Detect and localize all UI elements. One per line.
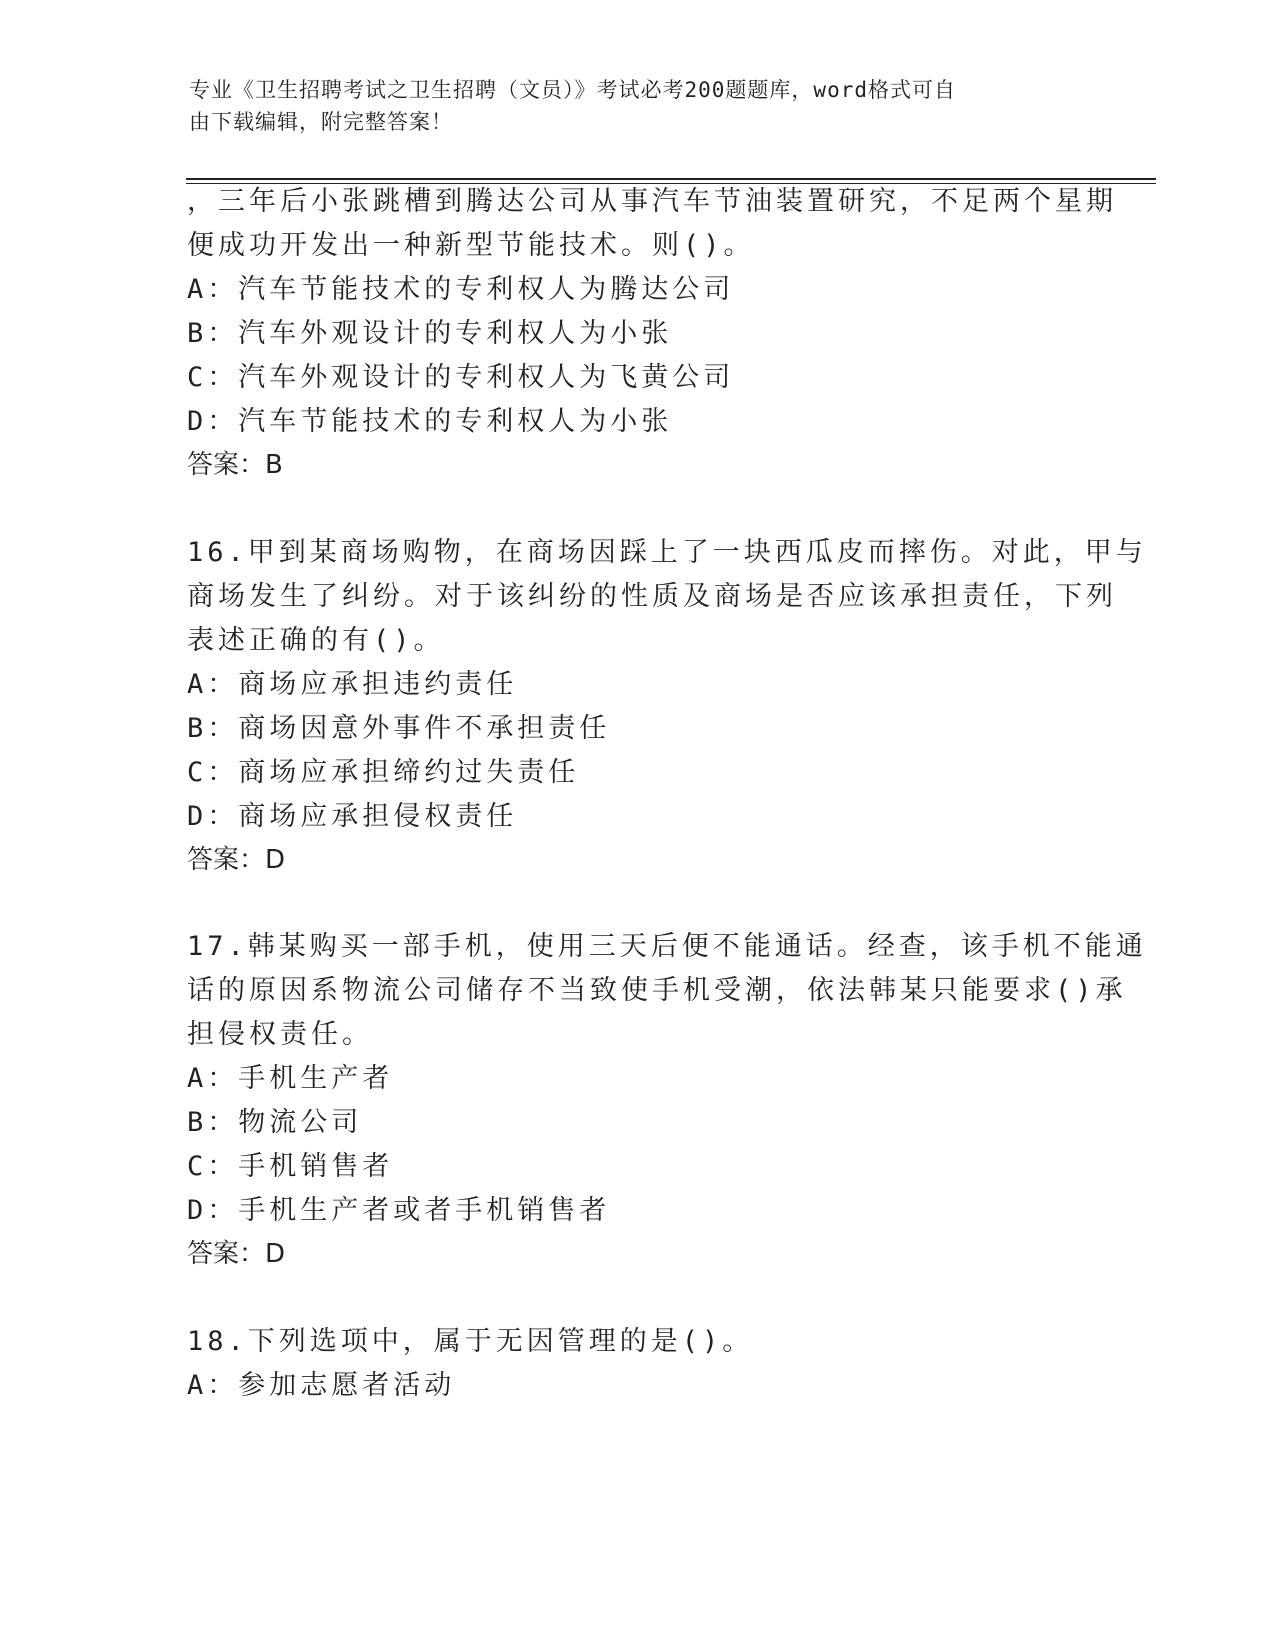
question-16-text-line-2: 商场发生了纠纷。对于该纠纷的性质及商场是否应该承担责任，下列: [187, 581, 1117, 612]
question-15-option-b: B：汽车外观设计的专利权人为小张: [187, 318, 673, 349]
question-17-option-d: D：手机生产者或者手机销售者: [187, 1195, 611, 1226]
question-16-option-c: C：商场应承担缔约过失责任: [187, 757, 580, 788]
question-16-option-d: D：商场应承担侵权责任: [187, 801, 518, 832]
document-header: [189, 74, 1069, 138]
question-18-text-line-1: 18.下列选项中，属于无因管理的是()。: [187, 1326, 754, 1357]
question-17-option-c: C：手机销售者: [187, 1151, 394, 1182]
question-15-text-line-2: 便成功开发出一种新型节能技术。则()。: [187, 230, 755, 261]
question-17-text-line-2: 话的原因系物流公司储存不当致使手机受潮，依法韩某只能要求()承: [187, 975, 1127, 1006]
question-16-text-line-3: 表述正确的有()。: [187, 625, 445, 656]
header-title-line-1: 专业《卫生招聘考试之卫生招聘（文员）》考试必考200题题库，word格式可自: [189, 78, 956, 102]
question-16-option-a: A：商场应承担违约责任: [187, 669, 518, 700]
question-17-answer: 答案：D: [187, 1239, 286, 1269]
question-15-option-a: A：汽车节能技术的专利权人为腾达公司: [187, 274, 735, 305]
question-16-option-b: B：商场因意外事件不承担责任: [187, 713, 611, 744]
question-16-answer: 答案：D: [187, 845, 286, 875]
question-15-answer: 答案：B: [187, 450, 283, 480]
question-17-text-line-1: 17.韩某购买一部手机，使用三天后便不能通话。经查，该手机不能通: [187, 931, 1147, 962]
header-title-line-2: 由下载编辑，附完整答案！: [189, 110, 453, 134]
question-17-text-line-3: 担侵权责任。: [187, 1019, 373, 1050]
question-18-option-a: A：参加志愿者活动: [187, 1370, 456, 1401]
question-16-text-line-1: 16.甲到某商场购物，在商场因踩上了一块西瓜皮而摔伤。对此，甲与: [187, 537, 1147, 568]
question-15-option-c: C：汽车外观设计的专利权人为飞黄公司: [187, 362, 735, 393]
question-17-option-a: A：手机生产者: [187, 1063, 394, 1094]
header-divider-thick: [186, 178, 1156, 180]
question-15-text-line-1: ，三年后小张跳槽到腾达公司从事汽车节油装置研究，不足两个星期: [187, 186, 1117, 217]
question-17-option-b: B：物流公司: [187, 1107, 363, 1138]
header-divider-thin: [186, 183, 1156, 184]
question-15-option-d: D：汽车节能技术的专利权人为小张: [187, 406, 673, 437]
